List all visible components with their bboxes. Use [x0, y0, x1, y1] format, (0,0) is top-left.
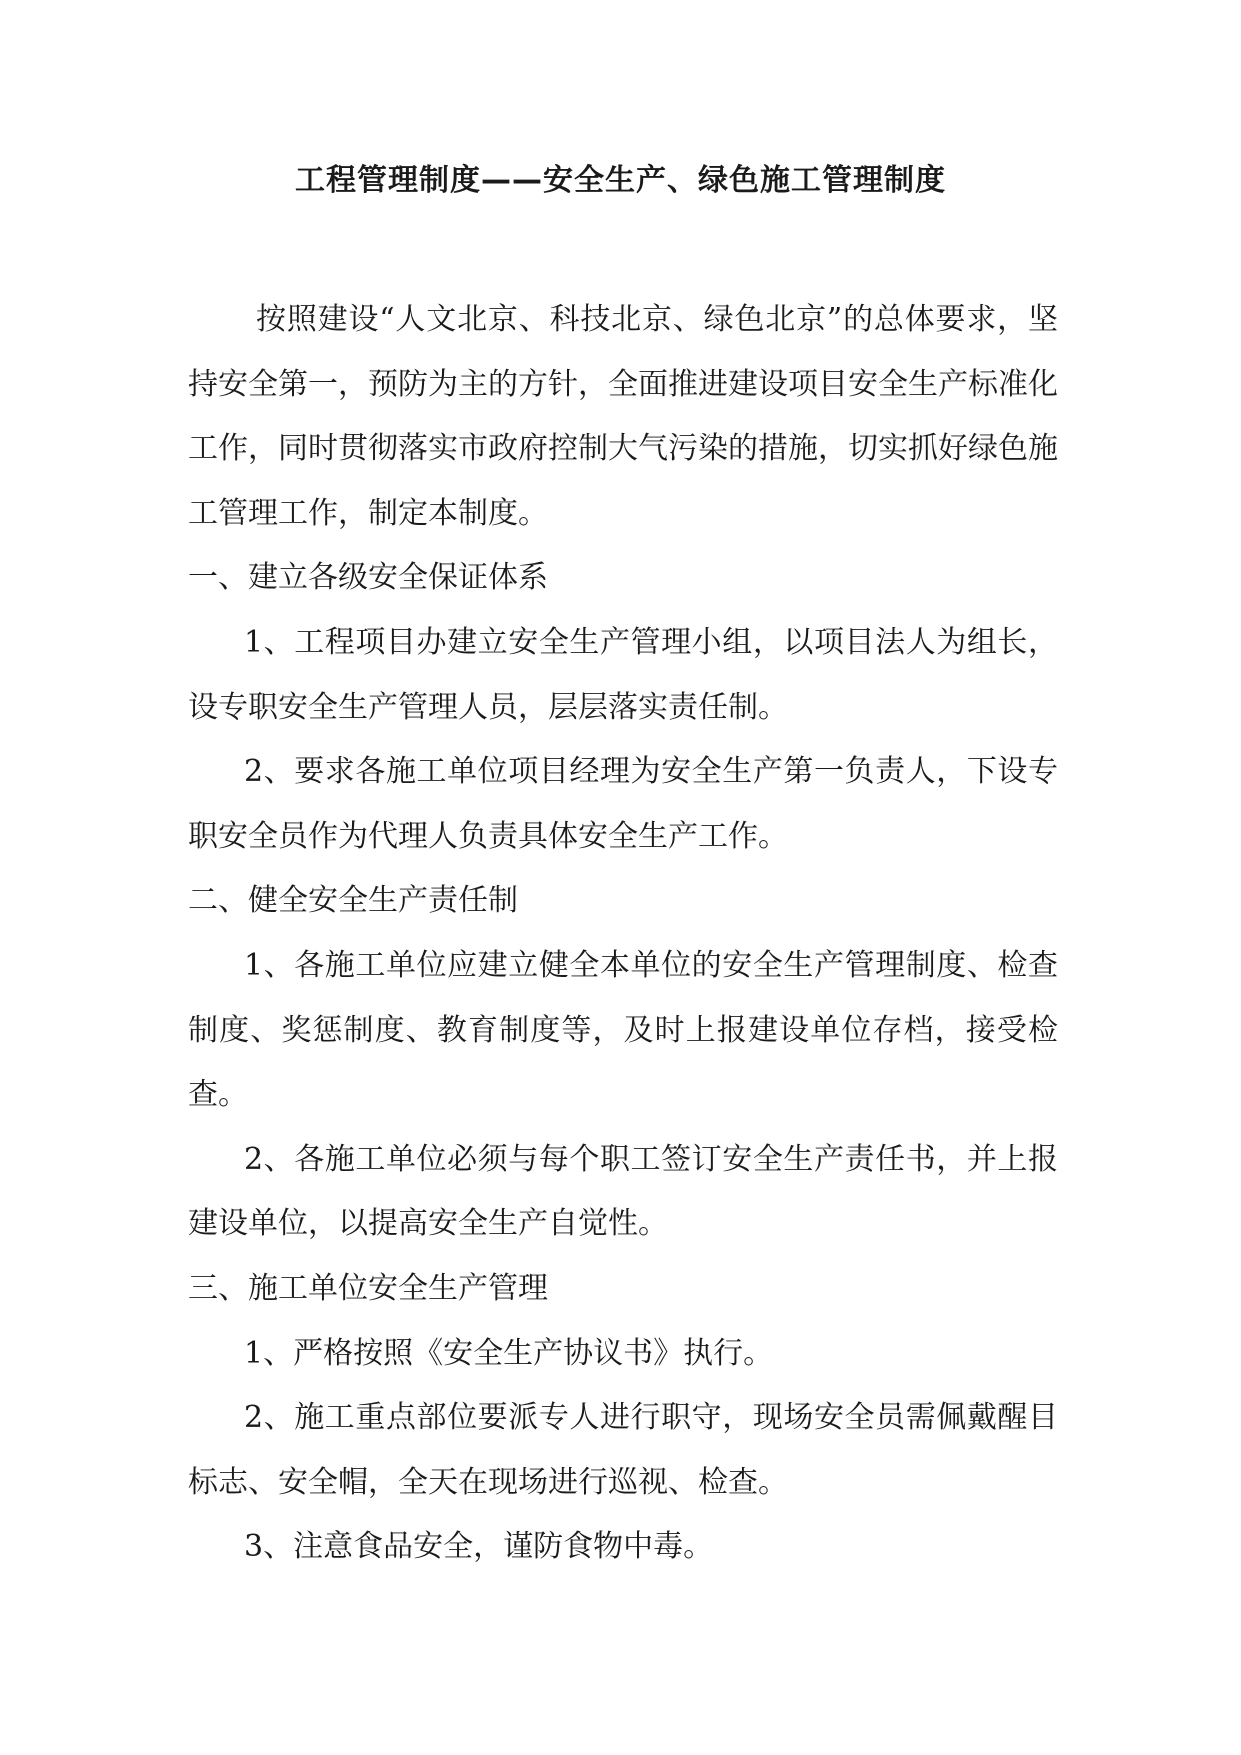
intro-paragraph: 按照建设“人文北京、科技北京、绿色北京”的总体要求，坚持安全第一，预防为主的方针，全面推进建设项目安全生产标准化工作，同时贯彻落实市政府控制大气污染的措施，切实抓好绿色施工管理工作，制定本制度。	[188, 302, 1058, 531]
section-2-item-1: 1、各施工单位应建立健全本单位的安全生产管理制度、检查制度、奖惩制度、教育制度等，及时上报建设单位存档，接受检查。	[188, 947, 1058, 1113]
section-3-item-1: 1、严格按照《安全生产协议书》执行。	[244, 1335, 774, 1371]
section-3-item-2: 2、施工重点部位要派专人进行职守，现场安全员需佩戴醒目标志、安全帽，全天在现场进行巡视、检查。	[188, 1400, 1058, 1500]
section-heading-1: 一、建立各级安全保证体系	[188, 560, 548, 596]
section-3-item-3: 3、注意食品安全，谨防食物中毒。	[244, 1529, 714, 1565]
document-body	[188, 288, 1058, 1580]
section-heading-3: 三、施工单位安全生产管理	[188, 1270, 548, 1306]
section-heading-2: 二、健全安全生产责任制	[188, 883, 518, 919]
section-1-item-1: 1、工程项目办建立安全生产管理小组，以项目法人为组长，设专职安全生产管理人员，层层落实责任制。	[188, 624, 1058, 725]
document-title: 工程管理制度——安全生产、绿色施工管理制度	[295, 163, 946, 198]
section-2-item-2: 2、各施工单位必须与每个职工签订安全生产责任书，并上报建设单位，以提高安全生产自觉性。	[188, 1141, 1058, 1242]
section-1-item-2: 2、要求各施工单位项目经理为安全生产第一负责人，下设专职安全员作为代理人负责具体安全生产工作。	[188, 754, 1058, 854]
